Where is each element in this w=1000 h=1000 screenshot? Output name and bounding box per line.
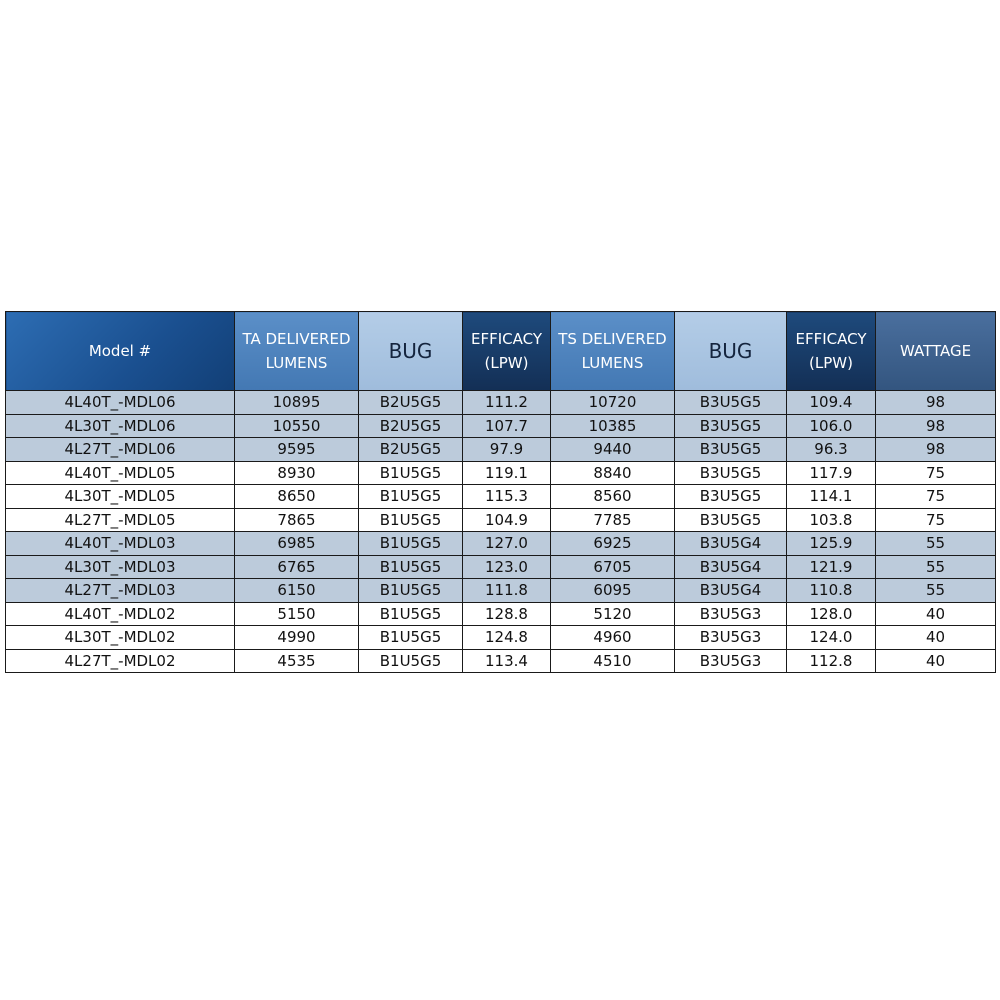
cell-ta-bug: B1U5G5 xyxy=(359,579,463,603)
cell-wattage: 40 xyxy=(876,626,996,650)
table-body xyxy=(6,391,996,673)
cell-model: 4L27T_-MDL05 xyxy=(6,508,235,532)
cell-ts-efficacy: 114.1 xyxy=(787,485,876,509)
cell-wattage: 98 xyxy=(876,391,996,415)
header-ta-delivered-lumens: TA DELIVERED LUMENS xyxy=(235,312,359,391)
cell-ta-bug: B1U5G5 xyxy=(359,649,463,673)
header-ts-delivered-lumens: TS DELIVERED LUMENS xyxy=(551,312,675,391)
cell-ts-delivered-lumens: 10720 xyxy=(551,391,675,415)
specifications-table xyxy=(5,311,996,673)
cell-ts-bug: B3U5G5 xyxy=(675,485,787,509)
cell-ta-efficacy: 107.7 xyxy=(463,414,551,438)
cell-ts-efficacy: 125.9 xyxy=(787,532,876,556)
cell-ta-efficacy: 128.8 xyxy=(463,602,551,626)
cell-ta-bug: B1U5G5 xyxy=(359,485,463,509)
cell-ts-delivered-lumens: 8560 xyxy=(551,485,675,509)
cell-ta-delivered-lumens: 6985 xyxy=(235,532,359,556)
cell-ts-bug: B3U5G4 xyxy=(675,532,787,556)
cell-ts-bug: B3U5G5 xyxy=(675,461,787,485)
cell-ts-efficacy: 124.0 xyxy=(787,626,876,650)
cell-ta-delivered-lumens: 5150 xyxy=(235,602,359,626)
cell-ts-delivered-lumens: 10385 xyxy=(551,414,675,438)
cell-ts-delivered-lumens: 4960 xyxy=(551,626,675,650)
cell-ta-delivered-lumens: 6150 xyxy=(235,579,359,603)
cell-ta-delivered-lumens: 9595 xyxy=(235,438,359,462)
header-row xyxy=(6,312,996,391)
header-ts-bug: BUG xyxy=(675,312,787,391)
cell-ts-efficacy: 109.4 xyxy=(787,391,876,415)
table-row xyxy=(6,555,996,579)
table-row xyxy=(6,532,996,556)
cell-wattage: 75 xyxy=(876,485,996,509)
cell-ta-efficacy: 104.9 xyxy=(463,508,551,532)
cell-ta-efficacy: 115.3 xyxy=(463,485,551,509)
cell-ta-efficacy: 111.2 xyxy=(463,391,551,415)
cell-ta-bug: B1U5G5 xyxy=(359,626,463,650)
cell-wattage: 75 xyxy=(876,508,996,532)
header-model: Model # xyxy=(6,312,235,391)
cell-ts-efficacy: 103.8 xyxy=(787,508,876,532)
table-row xyxy=(6,649,996,673)
cell-wattage: 40 xyxy=(876,602,996,626)
cell-ts-delivered-lumens: 7785 xyxy=(551,508,675,532)
cell-ta-efficacy: 124.8 xyxy=(463,626,551,650)
cell-model: 4L30T_-MDL02 xyxy=(6,626,235,650)
cell-model: 4L27T_-MDL03 xyxy=(6,579,235,603)
table-row xyxy=(6,391,996,415)
cell-ts-delivered-lumens: 6095 xyxy=(551,579,675,603)
cell-ts-delivered-lumens: 8840 xyxy=(551,461,675,485)
table-row xyxy=(6,414,996,438)
cell-model: 4L30T_-MDL06 xyxy=(6,414,235,438)
cell-ta-delivered-lumens: 7865 xyxy=(235,508,359,532)
cell-ta-delivered-lumens: 8930 xyxy=(235,461,359,485)
cell-ts-bug: B3U5G3 xyxy=(675,626,787,650)
header-ta-efficacy: EFFICACY (LPW) xyxy=(463,312,551,391)
cell-ts-bug: B3U5G5 xyxy=(675,438,787,462)
cell-ta-efficacy: 111.8 xyxy=(463,579,551,603)
cell-ta-bug: B1U5G5 xyxy=(359,602,463,626)
cell-ta-delivered-lumens: 6765 xyxy=(235,555,359,579)
cell-ts-efficacy: 106.0 xyxy=(787,414,876,438)
cell-ta-delivered-lumens: 10550 xyxy=(235,414,359,438)
cell-ts-bug: B3U5G5 xyxy=(675,414,787,438)
table-row xyxy=(6,602,996,626)
header-ta-bug: BUG xyxy=(359,312,463,391)
table-row xyxy=(6,508,996,532)
cell-ts-efficacy: 112.8 xyxy=(787,649,876,673)
cell-wattage: 55 xyxy=(876,532,996,556)
cell-ts-delivered-lumens: 6925 xyxy=(551,532,675,556)
cell-ts-delivered-lumens: 5120 xyxy=(551,602,675,626)
cell-ts-bug: B3U5G4 xyxy=(675,555,787,579)
cell-ta-efficacy: 127.0 xyxy=(463,532,551,556)
cell-model: 4L40T_-MDL03 xyxy=(6,532,235,556)
header-ts-efficacy: EFFICACY (LPW) xyxy=(787,312,876,391)
table-row xyxy=(6,626,996,650)
cell-ts-efficacy: 110.8 xyxy=(787,579,876,603)
cell-ts-efficacy: 128.0 xyxy=(787,602,876,626)
cell-wattage: 98 xyxy=(876,438,996,462)
cell-ts-delivered-lumens: 9440 xyxy=(551,438,675,462)
cell-ta-bug: B1U5G5 xyxy=(359,532,463,556)
cell-ta-delivered-lumens: 4535 xyxy=(235,649,359,673)
cell-ts-bug: B3U5G3 xyxy=(675,602,787,626)
cell-wattage: 98 xyxy=(876,414,996,438)
cell-model: 4L40T_-MDL02 xyxy=(6,602,235,626)
cell-ta-bug: B1U5G5 xyxy=(359,508,463,532)
cell-ts-efficacy: 117.9 xyxy=(787,461,876,485)
table-row xyxy=(6,485,996,509)
cell-ta-bug: B2U5G5 xyxy=(359,414,463,438)
cell-model: 4L30T_-MDL03 xyxy=(6,555,235,579)
cell-model: 4L27T_-MDL02 xyxy=(6,649,235,673)
table-row xyxy=(6,579,996,603)
cell-ts-efficacy: 121.9 xyxy=(787,555,876,579)
cell-ts-bug: B3U5G5 xyxy=(675,508,787,532)
cell-ta-efficacy: 119.1 xyxy=(463,461,551,485)
cell-model: 4L40T_-MDL06 xyxy=(6,391,235,415)
cell-ts-delivered-lumens: 6705 xyxy=(551,555,675,579)
cell-ta-delivered-lumens: 8650 xyxy=(235,485,359,509)
header-wattage: WATTAGE xyxy=(876,312,996,391)
cell-model: 4L27T_-MDL06 xyxy=(6,438,235,462)
cell-ts-efficacy: 96.3 xyxy=(787,438,876,462)
cell-wattage: 55 xyxy=(876,579,996,603)
cell-ta-bug: B1U5G5 xyxy=(359,461,463,485)
cell-model: 4L40T_-MDL05 xyxy=(6,461,235,485)
cell-ts-delivered-lumens: 4510 xyxy=(551,649,675,673)
cell-ta-efficacy: 97.9 xyxy=(463,438,551,462)
cell-model: 4L30T_-MDL05 xyxy=(6,485,235,509)
cell-ta-delivered-lumens: 10895 xyxy=(235,391,359,415)
cell-ta-efficacy: 113.4 xyxy=(463,649,551,673)
cell-ta-bug: B1U5G5 xyxy=(359,555,463,579)
table-row xyxy=(6,461,996,485)
cell-wattage: 75 xyxy=(876,461,996,485)
cell-ts-bug: B3U5G4 xyxy=(675,579,787,603)
table-row xyxy=(6,438,996,462)
cell-wattage: 40 xyxy=(876,649,996,673)
cell-ts-bug: B3U5G5 xyxy=(675,391,787,415)
cell-wattage: 55 xyxy=(876,555,996,579)
cell-ta-delivered-lumens: 4990 xyxy=(235,626,359,650)
cell-ta-bug: B2U5G5 xyxy=(359,438,463,462)
cell-ts-bug: B3U5G3 xyxy=(675,649,787,673)
cell-ta-efficacy: 123.0 xyxy=(463,555,551,579)
cell-ta-bug: B2U5G5 xyxy=(359,391,463,415)
